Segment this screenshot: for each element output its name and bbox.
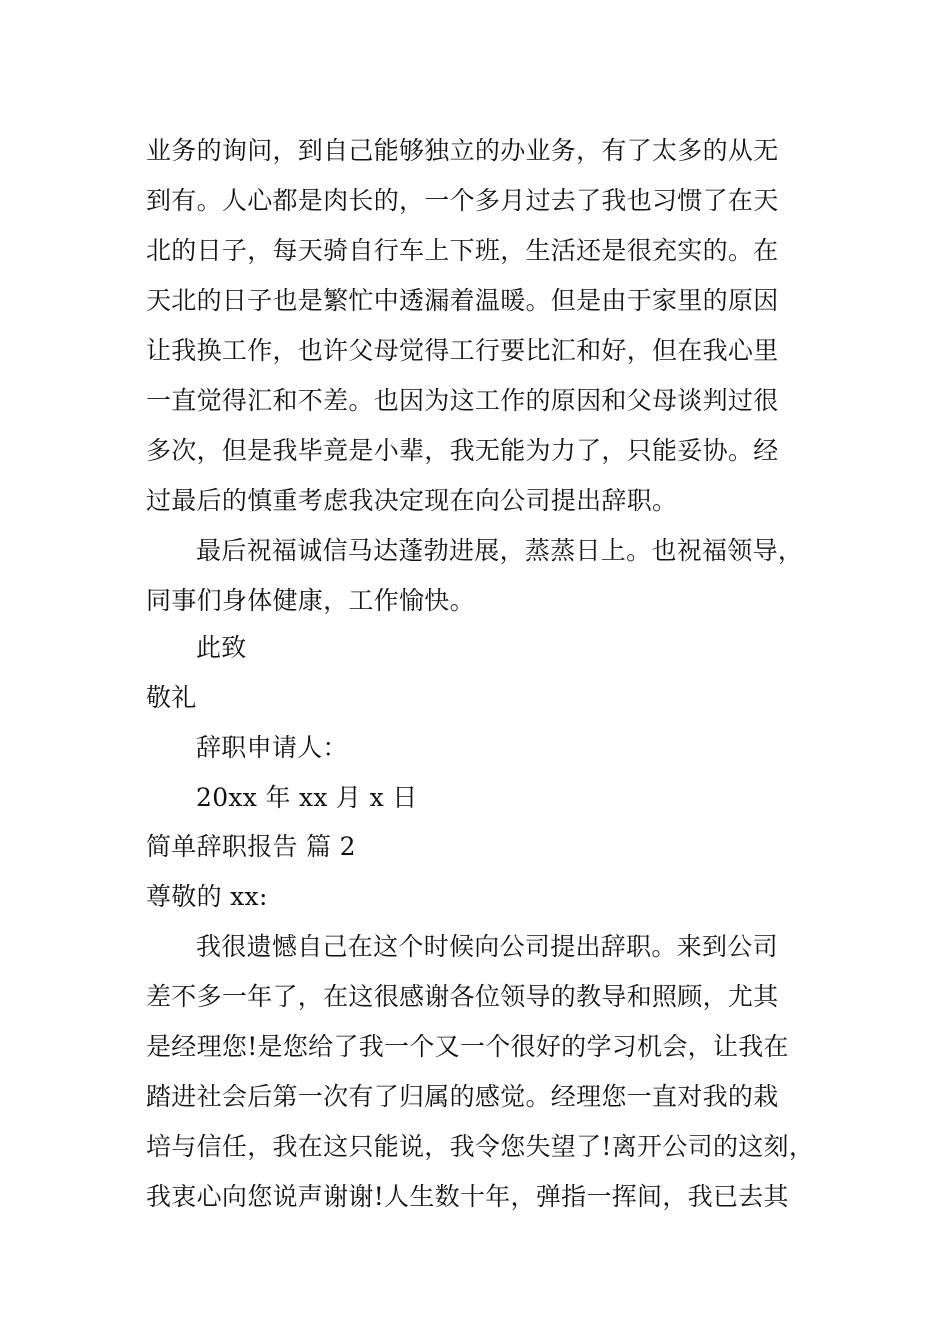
paragraph-line: 最后祝福诚信马达蓬勃进展，蒸蒸日上。也祝福领导， [196,536,804,565]
paragraph-line: 多次，但是我毕竟是小辈，我无能为力了，只能妥协。经 [146,436,779,465]
paragraph-line: 培与信任，我在这只能说，我令您失望了!离开公司的这刻， [146,1132,815,1161]
paragraph-line: 差不多一年了，在这很感谢各位领导的教导和照顾，尤其 [146,982,779,1011]
paragraph-line: 到有。人心都是肉长的，一个多月过去了我也习惯了在天 [146,186,779,215]
paragraph-line: 北的日子，每天骑自行车上下班，生活还是很充实的。在 [146,236,779,265]
paragraph-line: 一直觉得汇和不差。也因为这工作的原因和父母谈判过很 [146,386,779,415]
section-heading: 简单辞职报告 篇 2 [146,832,356,861]
greeting: 尊敬的 xx: [146,882,268,911]
paragraph-line: 是经理您!是您给了我一个又一个很好的学习机会，让我在 [146,1032,789,1061]
date-line: 20xx 年 xx 月 x 日 [196,783,418,812]
signature-label: 辞职申请人： [196,733,348,762]
paragraph-line: 业务的询问，到自己能够独立的办业务，有了太多的从无 [146,136,779,165]
paragraph-line: 让我换工作，也许父母觉得工行要比汇和好，但在我心里 [146,336,779,365]
paragraph-line: 过最后的慎重考虑我决定现在向公司提出辞职。 [146,486,678,515]
closing-regards: 敬礼 [146,683,197,712]
paragraph-line: 我很遗憾自己在这个时候向公司提出辞职。来到公司 [196,932,778,961]
paragraph-line: 天北的日子也是繁忙中透漏着温暖。但是由于家里的原因 [146,286,779,315]
paragraph-line: 我衷心向您说声谢谢!人生数十年，弹指一挥间，我已去其 [146,1182,789,1211]
paragraph-line: 踏进社会后第一次有了归属的感觉。经理您一直对我的栽 [146,1082,779,1111]
closing-salutation: 此致 [196,633,247,662]
paragraph-line: 同事们身体健康，工作愉快。 [146,586,475,615]
